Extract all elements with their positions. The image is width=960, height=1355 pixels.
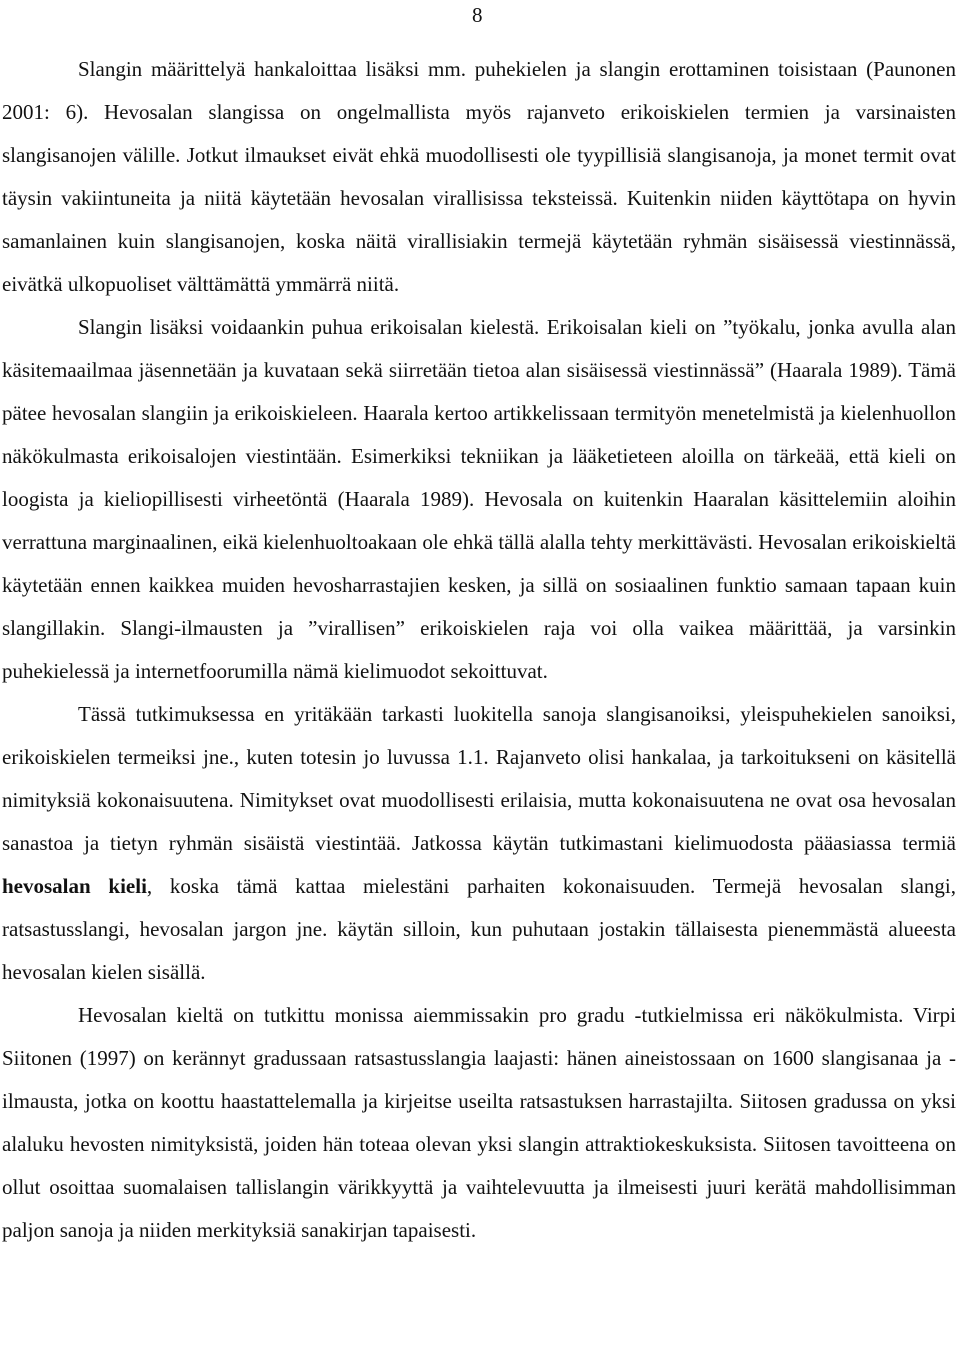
paragraph-special-language: Slangin lisäksi voidaankin puhua erikoisalan kielestä. Erikoisalan kieli on ”työkalu, jonka avulla alan käsitemaailmaa jäsennetään ja kuvataan sekä siirretään tietoa alan sisäisessä viestinnässä” (Haarala 1989). Tämä pätee hevosalan slangiin ja erikoiskieleen. Haarala kertoo artikkelissaan termityön menetelmistä ja kielenhuollon näkökulmasta erikoisalojen viestintään. Esimerkiksi tekniikan ja lääketieteen aloilla on tärkeää, että kieli on loogista ja kieliopillisesti virheetöntä (Haarala 1989). Hevosala on kuitenkin Haaralan käsittelemiin aloihin verrattuna marginaalinen, eikä kielenhuoltoakaan ole ehkä tällä alalla tehty merkittävästi. Hevosalan erikoiskieltä käytetään ennen kaikkea muiden hevosharrastajien kesken, ja sillä on sosiaalinen funktio samaan tapaan kuin slangillakin. Slangi-ilmausten ja ”virallisen” erikoiskielen raja voi olla vaikea määrittää, ja varsinkin puhekielessä ja internetfoorumilla nämä kielimuodot sekoittuvat. (2, 315, 956, 683)
paragraph-terminology-choice (2, 693, 956, 994)
paragraph-previous-research: Hevosalan kieltä on tutkittu monissa aiemmissakin pro gradu -tutkielmissa eri näkökulmista. Virpi Siitonen (1997) on kerännyt gradussaan ratsastusslangia laajasti: hänen aineistossaan on 1600 slangisanaa ja -ilmausta, jotka on koottu haastattelemalla ja kirjeitse useilta ratsastuksen harrastajilta. Siitosen gradussa on yksi alaluku hevosten nimityksistä, joiden hän toteaa olevan yksi slangin attraktiokeskuksista. Siitosen tavoitteena on ollut osoittaa suomalaisen tallislangin värikkyyttä ja vaihtelevuutta ja ilmeisesti juuri kerätä mahdollisimman paljon sanoja ja niiden merkityksiä sanakirjan tapaisesti. (2, 1003, 956, 1242)
paragraph-text-before-term: Tässä tutkimuksessa en yritäkään tarkasti luokitella sanoja slangisanoiksi, yleispuhekielen sanoiksi, erikoiskielen termeiksi jne., kuten totesin jo luvussa 1.1. Rajanveto olisi hankalaa, ja tarkoitukseni on käsitellä nimityksiä kokonaisuutena. Nimitykset ovat muodollisesti erilaisia, mutta kokonaisuutena ne ovat osa hevosalan sanastoa ja tietyn ryhmän sisäistä viestintää. Jatkossa käytän tutkimastani kielimuodosta pääasiassa termiä (2, 702, 956, 855)
page-number: 8 (472, 3, 483, 27)
paragraph-slang-definition: Slangin määrittelyä hankaloittaa lisäksi mm. puhekielen ja slangin erottaminen toisistaan (Paunonen 2001: 6). Hevosalan slangissa on ongelmallista myös rajanveto erikoiskielen termien ja varsinaisten slangisanojen välille. Jotkut ilmaukset eivät ehkä muodollisesti ole tyypillisiä slangisanoja, ja monet termit ovat täysin vakiintuneita ja niitä käytetään hevosalan virallisissa teksteissä. Kuitenkin niiden käyttötapa on hyvin samanlainen kuin slangisanojen, koska näitä virallisiakin termejä käytetään ryhmän sisäisessä viestinnässä, eivätkä ulkopuoliset välttämättä ymmärrä niitä. (2, 57, 956, 296)
paragraph-text-after-term: , koska tämä kattaa mielestäni parhaiten kokonaisuuden. Termejä hevosalan slangi, ratsastusslangi, hevosalan jargon jne. käytän silloin, kun puhutaan jostakin tällaisesta pienemmästä alueesta hevosalan kielen sisällä. (2, 874, 956, 984)
bold-term: hevosalan kieli (2, 874, 147, 898)
body-text (2, 48, 956, 1252)
